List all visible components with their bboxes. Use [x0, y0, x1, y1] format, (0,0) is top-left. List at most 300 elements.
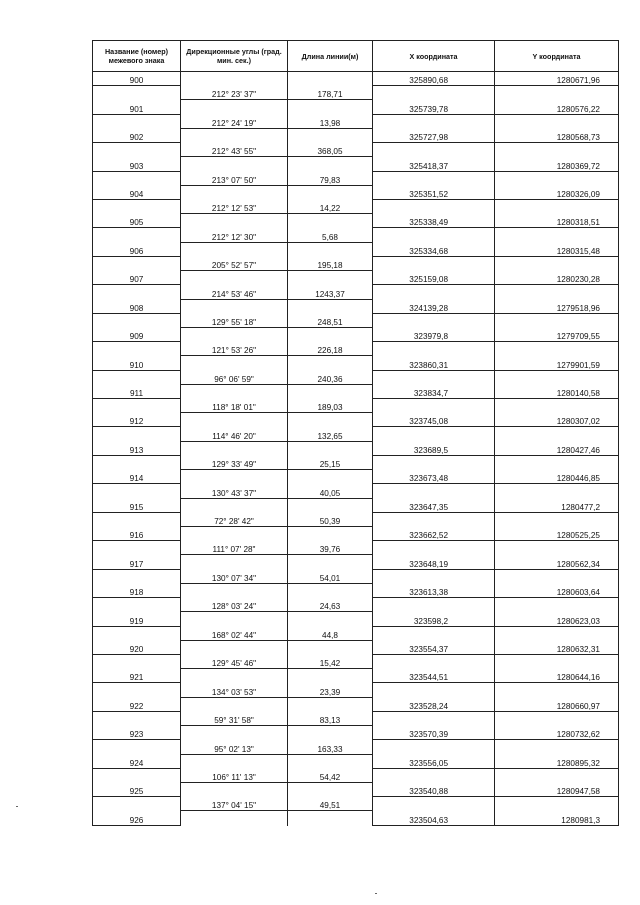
empty-cell: [93, 86, 181, 100]
table-row: [93, 427, 619, 441]
line-length: 226,18: [288, 342, 373, 356]
empty-cell: [373, 199, 495, 213]
line-length: 54,42: [288, 768, 373, 782]
x-coordinate: 323647,35: [373, 498, 495, 512]
table-row: [93, 811, 619, 826]
direction-angle: 121° 53' 26": [181, 342, 288, 356]
empty-cell: [93, 313, 181, 327]
point-name: 901: [93, 100, 181, 114]
point-name: 909: [93, 327, 181, 341]
y-coordinate: 1280981,3: [495, 811, 619, 826]
empty-cell: [373, 256, 495, 270]
empty-cell: [495, 256, 619, 270]
empty-cell: [93, 370, 181, 384]
empty-cell: [495, 86, 619, 100]
table-row: [93, 683, 619, 697]
y-coordinate: 1280477,2: [495, 498, 619, 512]
empty-cell: [93, 654, 181, 668]
empty-cell: [181, 157, 288, 171]
line-length: 14,22: [288, 199, 373, 213]
empty-cell: [93, 455, 181, 469]
empty-cell: [288, 441, 373, 455]
line-length: 368,05: [288, 143, 373, 157]
empty-cell: [373, 228, 495, 242]
empty-cell: [288, 242, 373, 256]
empty-cell: [373, 740, 495, 754]
line-length: 13,98: [288, 114, 373, 128]
empty-cell: [93, 427, 181, 441]
direction-angle: 130° 07' 34": [181, 569, 288, 583]
direction-angle: 212° 12' 53": [181, 199, 288, 213]
point-name: 923: [93, 726, 181, 740]
empty-cell: [373, 711, 495, 725]
empty-cell: [373, 427, 495, 441]
table-row: [93, 484, 619, 498]
empty-cell: [181, 356, 288, 370]
empty-cell: [181, 327, 288, 341]
x-coordinate: 323570,39: [373, 726, 495, 740]
x-coordinate: 325351,52: [373, 185, 495, 199]
table-row: [93, 399, 619, 413]
x-coordinate: 325334,68: [373, 242, 495, 256]
y-coordinate: 1280660,97: [495, 697, 619, 711]
empty-cell: [93, 342, 181, 356]
empty-cell: [181, 271, 288, 285]
empty-cell: [288, 72, 373, 86]
line-length: 1243,37: [288, 285, 373, 299]
empty-cell: [495, 370, 619, 384]
empty-cell: [373, 569, 495, 583]
point-name: 911: [93, 384, 181, 398]
empty-cell: [373, 455, 495, 469]
line-length: 54,01: [288, 569, 373, 583]
point-name: 926: [93, 811, 181, 826]
point-name: 907: [93, 271, 181, 285]
empty-cell: [495, 313, 619, 327]
empty-cell: [288, 470, 373, 484]
table-row: [93, 470, 619, 484]
empty-cell: [288, 271, 373, 285]
empty-cell: [495, 541, 619, 555]
line-length: 79,83: [288, 171, 373, 185]
x-coordinate: 323673,48: [373, 470, 495, 484]
empty-cell: [373, 143, 495, 157]
line-length: 15,42: [288, 654, 373, 668]
y-coordinate: 1280562,34: [495, 555, 619, 569]
empty-cell: [373, 114, 495, 128]
point-name: 906: [93, 242, 181, 256]
empty-cell: [373, 768, 495, 782]
line-length: 23,39: [288, 683, 373, 697]
direction-angle: 168° 02' 44": [181, 626, 288, 640]
empty-cell: [93, 740, 181, 754]
direction-angle: 129° 45' 46": [181, 654, 288, 668]
direction-angle: 96° 06' 59": [181, 370, 288, 384]
table-row: [93, 114, 619, 128]
line-length: 40,05: [288, 484, 373, 498]
table-row: [93, 171, 619, 185]
table-row: [93, 384, 619, 398]
direction-angle: 129° 55' 18": [181, 313, 288, 327]
line-length: 248,51: [288, 313, 373, 327]
empty-cell: [288, 100, 373, 114]
y-coordinate: 1280230,28: [495, 271, 619, 285]
empty-cell: [93, 598, 181, 612]
table-row: [93, 726, 619, 740]
direction-angle: 59° 31' 58": [181, 711, 288, 725]
table-row: [93, 527, 619, 541]
y-coordinate: 1280446,85: [495, 470, 619, 484]
empty-cell: [93, 285, 181, 299]
empty-cell: [93, 797, 181, 811]
table-row: [93, 72, 619, 86]
table-row: [93, 555, 619, 569]
empty-cell: [181, 214, 288, 228]
empty-cell: [288, 157, 373, 171]
empty-cell: [495, 399, 619, 413]
direction-angle: 106° 11' 13": [181, 768, 288, 782]
empty-cell: [288, 612, 373, 626]
empty-cell: [181, 669, 288, 683]
x-coordinate: 323860,31: [373, 356, 495, 370]
empty-cell: [495, 626, 619, 640]
table-row: [93, 271, 619, 285]
direction-angle: 212° 23' 37": [181, 86, 288, 100]
empty-cell: [495, 484, 619, 498]
empty-cell: [373, 541, 495, 555]
header-length: Длина линии(м): [288, 41, 373, 72]
y-coordinate: 1280671,96: [495, 72, 619, 86]
empty-cell: [181, 498, 288, 512]
table-row: [93, 569, 619, 583]
empty-cell: [93, 683, 181, 697]
direction-angle: 134° 03' 53": [181, 683, 288, 697]
x-coordinate: 323544,51: [373, 669, 495, 683]
empty-cell: [373, 370, 495, 384]
empty-cell: [495, 683, 619, 697]
empty-cell: [288, 527, 373, 541]
line-length: 132,65: [288, 427, 373, 441]
point-name: 915: [93, 498, 181, 512]
empty-cell: [93, 228, 181, 242]
empty-cell: [93, 541, 181, 555]
y-coordinate: 1280895,32: [495, 754, 619, 768]
empty-cell: [181, 413, 288, 427]
empty-cell: [181, 640, 288, 654]
empty-cell: [288, 214, 373, 228]
x-coordinate: 323504,63: [373, 811, 495, 826]
empty-cell: [181, 612, 288, 626]
direction-angle: 212° 43' 55": [181, 143, 288, 157]
empty-cell: [495, 171, 619, 185]
point-name: 916: [93, 527, 181, 541]
empty-cell: [93, 484, 181, 498]
table-row: [93, 626, 619, 640]
point-name: 903: [93, 157, 181, 171]
y-coordinate: 1279901,59: [495, 356, 619, 370]
table-row: [93, 100, 619, 114]
empty-cell: [495, 711, 619, 725]
x-coordinate: 323556,05: [373, 754, 495, 768]
empty-cell: [93, 626, 181, 640]
empty-cell: [373, 654, 495, 668]
empty-cell: [288, 754, 373, 768]
header-angle: Дирекционные углы (град. мин. сек.): [181, 41, 288, 72]
table-row: [93, 356, 619, 370]
direction-angle: 214° 53' 46": [181, 285, 288, 299]
line-length: 189,03: [288, 399, 373, 413]
x-coordinate: 323540,88: [373, 782, 495, 796]
header-y: Y координата: [495, 41, 619, 72]
direction-angle: 114° 46' 20": [181, 427, 288, 441]
empty-cell: [373, 342, 495, 356]
empty-cell: [181, 185, 288, 199]
empty-cell: [288, 384, 373, 398]
x-coordinate: 325159,08: [373, 271, 495, 285]
point-name: 908: [93, 299, 181, 313]
direction-angle: 137° 04' 15": [181, 797, 288, 811]
table-row: [93, 199, 619, 213]
line-length: 5,68: [288, 228, 373, 242]
table-row: [93, 342, 619, 356]
empty-cell: [93, 171, 181, 185]
table-row: [93, 228, 619, 242]
x-coordinate: 323648,19: [373, 555, 495, 569]
empty-cell: [495, 797, 619, 811]
table-row: [93, 612, 619, 626]
empty-cell: [495, 512, 619, 526]
point-name: 917: [93, 555, 181, 569]
empty-cell: [288, 583, 373, 597]
empty-cell: [181, 527, 288, 541]
y-coordinate: 1279709,55: [495, 327, 619, 341]
empty-cell: [373, 626, 495, 640]
y-coordinate: 1280326,09: [495, 185, 619, 199]
direction-angle: 129° 33' 49": [181, 455, 288, 469]
scan-speck: [375, 893, 377, 894]
x-coordinate: 323689,5: [373, 441, 495, 455]
empty-cell: [181, 100, 288, 114]
table-row: [93, 512, 619, 526]
y-coordinate: 1280427,46: [495, 441, 619, 455]
empty-cell: [495, 285, 619, 299]
table-row: [93, 299, 619, 313]
empty-cell: [181, 754, 288, 768]
y-coordinate: 1280644,16: [495, 669, 619, 683]
point-name: 918: [93, 583, 181, 597]
empty-cell: [373, 171, 495, 185]
empty-cell: [93, 256, 181, 270]
empty-cell: [495, 455, 619, 469]
point-name: 914: [93, 470, 181, 484]
empty-cell: [495, 768, 619, 782]
empty-cell: [181, 470, 288, 484]
table-row: [93, 86, 619, 100]
direction-angle: 130° 43' 37": [181, 484, 288, 498]
x-coordinate: 325739,78: [373, 100, 495, 114]
empty-cell: [495, 427, 619, 441]
direction-angle: 212° 24' 19": [181, 114, 288, 128]
y-coordinate: 1280525,25: [495, 527, 619, 541]
empty-cell: [495, 740, 619, 754]
table-row: [93, 598, 619, 612]
table-row: [93, 669, 619, 683]
header-name: Название (номер) межевого знака: [93, 41, 181, 72]
empty-cell: [495, 569, 619, 583]
empty-cell: [181, 811, 288, 826]
point-name: 913: [93, 441, 181, 455]
table-row: [93, 441, 619, 455]
line-length: 195,18: [288, 256, 373, 270]
table-row: [93, 782, 619, 796]
empty-cell: [373, 797, 495, 811]
x-coordinate: 323745,08: [373, 413, 495, 427]
empty-cell: [181, 441, 288, 455]
line-length: 44,8: [288, 626, 373, 640]
scan-speck: [16, 806, 18, 807]
empty-cell: [288, 726, 373, 740]
x-coordinate: 325418,37: [373, 157, 495, 171]
point-name: 904: [93, 185, 181, 199]
empty-cell: [288, 185, 373, 199]
table-row: [93, 697, 619, 711]
x-coordinate: 323613,38: [373, 583, 495, 597]
x-coordinate: 325890,68: [373, 72, 495, 86]
empty-cell: [373, 683, 495, 697]
header-x: X координата: [373, 41, 495, 72]
x-coordinate: 325727,98: [373, 128, 495, 142]
empty-cell: [288, 128, 373, 142]
empty-cell: [373, 313, 495, 327]
x-coordinate: 323834,7: [373, 384, 495, 398]
table-row: [93, 455, 619, 469]
empty-cell: [373, 285, 495, 299]
empty-cell: [93, 569, 181, 583]
point-name: 912: [93, 413, 181, 427]
empty-cell: [93, 768, 181, 782]
line-length: 50,39: [288, 512, 373, 526]
direction-angle: 72° 28' 42": [181, 512, 288, 526]
empty-cell: [373, 399, 495, 413]
table-row: [93, 185, 619, 199]
y-coordinate: 1280732,62: [495, 726, 619, 740]
empty-cell: [495, 114, 619, 128]
empty-cell: [181, 128, 288, 142]
empty-cell: [288, 782, 373, 796]
empty-cell: [495, 342, 619, 356]
table-row: [93, 327, 619, 341]
x-coordinate: 323662,52: [373, 527, 495, 541]
point-name: 910: [93, 356, 181, 370]
coordinates-table: [92, 40, 619, 826]
y-coordinate: 1280318,51: [495, 214, 619, 228]
empty-cell: [93, 114, 181, 128]
empty-cell: [181, 242, 288, 256]
line-length: 240,36: [288, 370, 373, 384]
direction-angle: 95° 02' 13": [181, 740, 288, 754]
y-coordinate: 1280576,22: [495, 100, 619, 114]
empty-cell: [181, 583, 288, 597]
y-coordinate: 1280603,64: [495, 583, 619, 597]
empty-cell: [93, 711, 181, 725]
y-coordinate: 1280632,31: [495, 640, 619, 654]
table-row: [93, 242, 619, 256]
direction-angle: 111° 07' 28": [181, 541, 288, 555]
table-row: [93, 143, 619, 157]
empty-cell: [495, 598, 619, 612]
x-coordinate: 323598,2: [373, 612, 495, 626]
point-name: 902: [93, 128, 181, 142]
empty-cell: [288, 327, 373, 341]
empty-cell: [373, 512, 495, 526]
table-row: [93, 797, 619, 811]
x-coordinate: 325338,49: [373, 214, 495, 228]
empty-cell: [288, 811, 373, 826]
empty-cell: [93, 512, 181, 526]
empty-cell: [288, 555, 373, 569]
table-row: [93, 583, 619, 597]
table-row: [93, 313, 619, 327]
empty-cell: [181, 782, 288, 796]
empty-cell: [288, 669, 373, 683]
empty-cell: [373, 86, 495, 100]
x-coordinate: 323528,24: [373, 697, 495, 711]
empty-cell: [181, 299, 288, 313]
empty-cell: [93, 199, 181, 213]
direction-angle: 128° 03' 24": [181, 598, 288, 612]
direction-angle: 118° 18' 01": [181, 399, 288, 413]
point-name: 905: [93, 214, 181, 228]
empty-cell: [288, 498, 373, 512]
point-name: 922: [93, 697, 181, 711]
table-header: [93, 41, 619, 72]
empty-cell: [288, 299, 373, 313]
y-coordinate: 1280568,73: [495, 128, 619, 142]
empty-cell: [288, 697, 373, 711]
table-row: [93, 128, 619, 142]
empty-cell: [495, 654, 619, 668]
direction-angle: 213° 07' 50": [181, 171, 288, 185]
table-row: [93, 214, 619, 228]
point-name: 900: [93, 72, 181, 86]
empty-cell: [495, 228, 619, 242]
table-row: [93, 157, 619, 171]
table-row: [93, 413, 619, 427]
line-length: 178,71: [288, 86, 373, 100]
y-coordinate: 1280140,58: [495, 384, 619, 398]
direction-angle: 205° 52' 57": [181, 256, 288, 270]
empty-cell: [288, 413, 373, 427]
point-name: 921: [93, 669, 181, 683]
table-row: [93, 256, 619, 270]
empty-cell: [495, 143, 619, 157]
y-coordinate: 1280369,72: [495, 157, 619, 171]
empty-cell: [373, 598, 495, 612]
empty-cell: [181, 697, 288, 711]
y-coordinate: 1280623,03: [495, 612, 619, 626]
direction-angle: 212° 12' 30": [181, 228, 288, 242]
x-coordinate: 323554,37: [373, 640, 495, 654]
empty-cell: [93, 143, 181, 157]
line-length: 49,51: [288, 797, 373, 811]
point-name: 925: [93, 782, 181, 796]
point-name: 919: [93, 612, 181, 626]
line-length: 163,33: [288, 740, 373, 754]
empty-cell: [373, 484, 495, 498]
table-row: [93, 754, 619, 768]
empty-cell: [181, 726, 288, 740]
point-name: 920: [93, 640, 181, 654]
